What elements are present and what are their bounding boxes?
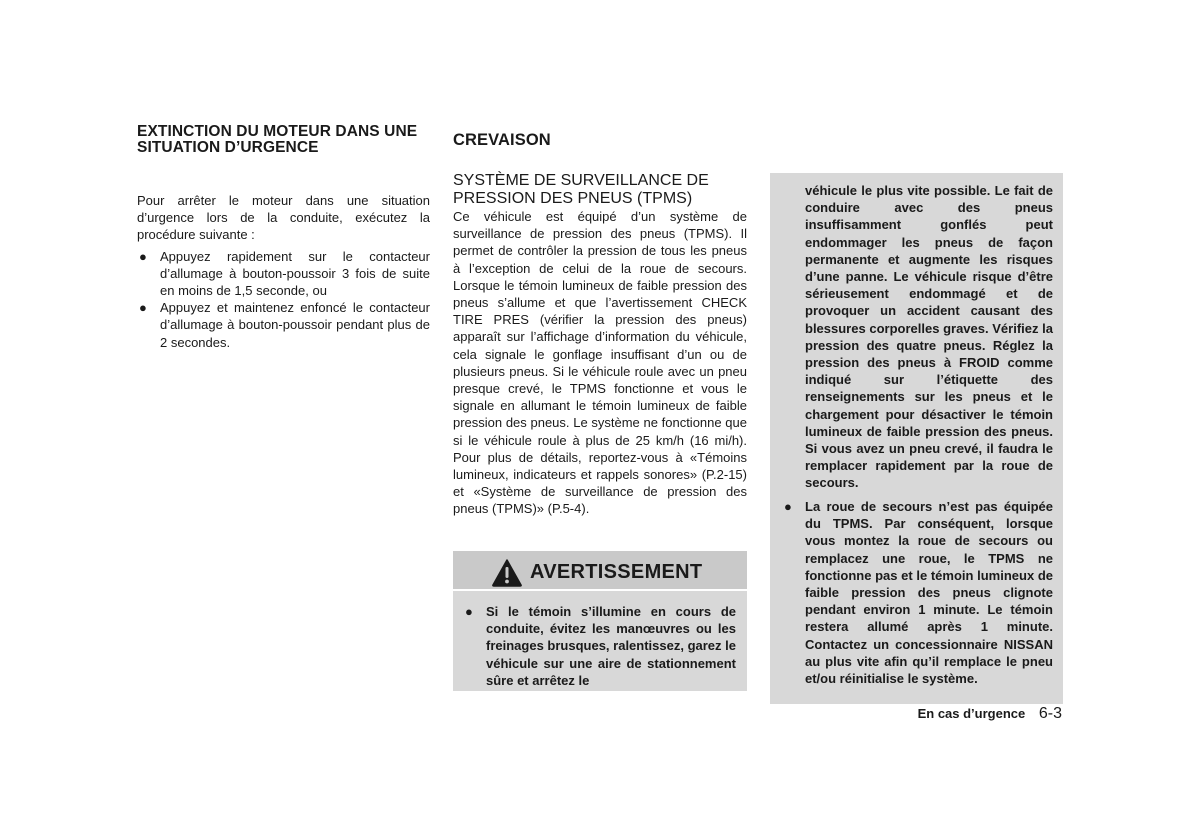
emergency-engine-stop-heading: EXTINCTION DU MOTEUR DANS UNE SITUATION D’URGENCE [137,123,418,156]
list-item [463,603,736,689]
page-footer [918,706,1062,722]
emergency-stop-steps [137,248,430,351]
tpms-description: Ce véhicule est équipé d’un système de surveillance de pression des pneus (TPMS). Il permet de contrôler la pression de tous les pneus à l’exception de celui de la roue de secours. Lorsque le témoin lumineux de faible pression des pneus s’allume et que l’avertissement CHECK TIRE PRES (vérifier la pression des pneus) apparaît sur l’affichage d’information du véhicule, cela signale le gonflage insuffisant d’un ou de plusieurs pneus. Si le véhicule roule avec un pneu presque crevé, le TPMS fonctionne et vous le signale en allumant le témoin lumineux de faible pression des pneus. Le système ne fonctionne que si le véhicule roule à plus de 25 km/h (16 mi/h). Pour plus de détails, reportez-vous à «Témoins lumineux, indicateurs et rappels sonores» (P.2-15) et «Système de surveillance de pression des pneus (TPMS)» (P.5-4). [453,209,747,517]
warning-box [453,551,747,691]
tpms-subheading: SYSTÈME DE SURVEILLANCE DE PRESSION DES PNEUS (TPMS) [453,172,709,207]
warning-title: AVERTISSEMENT [530,561,703,583]
step-text: Appuyez et maintenez enfoncé le contacteur d’allumage à bouton-poussoir pendant plus de 2 secondes. [160,300,430,350]
bullet-icon: ● [465,604,473,619]
warning-continued-text: véhicule le plus vite possible. Le fait de conduire avec des pneus insuffisamment gonflés peut endommager les pneus de façon permanente et augmente les risques d’une panne. Le véhicule risque d’être sérieusement endommagé et de provoquer un accident causant des blessures corporelles graves. Vérifiez la pression des quatre pneus. Réglez la pression des pneus à FROID comme indiqué sur l’étiquette des renseignements sur les pneus et le chargement pour désactiver le témoin lumineux de faible pression des pneus. Si vous avez un pneu crevé, il faudra le remplacer rapidement par la roue de secours. [805,183,1053,491]
page-number: 6-3 [1038,705,1062,722]
list-item [137,248,430,300]
emergency-stop-intro: Pour arrêter le moteur dans une situation d’urgence lors de la conduite, exécutez la procédure suivante : [137,193,430,243]
bullet-icon: ● [139,248,147,264]
left-column [137,124,430,351]
crevaison-heading: CREVAISON [453,131,551,149]
warning-text: Si le témoin s’illumine en cours de conduite, évitez les manœuvres ou les freinages brusques, ralentissez, garez le véhicule sur une aire de stationnement sûre et arrêtez le [486,604,736,688]
warning-triangle-icon [492,559,522,587]
bullet-icon: ● [784,499,792,514]
step-text: Appuyez rapidement sur le contacteur d’allumage à bouton-poussoir 3 fois de suite en moins de 1,5 seconde, ou [160,248,430,299]
footer-section-name: En cas d’urgence [917,706,1026,721]
bullet-icon: ● [139,300,147,316]
middle-column [453,132,747,518]
list-item [782,498,1053,687]
warning-text: La roue de secours n’est pas équipée du TPMS. Par conséquent, lorsque vous montez la roue de secours ou remplacez une roue, le TPMS ne fonctionne pas et le témoin lumineux de faible pression des pneus clignote pendant environ 1 minute. Le témoin restera allumé après 1 minute. Contactez un concessionnaire NISSAN au plus vite afin qu’il remplace le pneu et/ou réinitialise le système. [805,499,1053,687]
warning-list [463,603,736,689]
warning-list-continued [782,498,1053,687]
warning-continued-box [770,173,1063,704]
warning-header [453,551,747,591]
list-item [137,299,430,351]
